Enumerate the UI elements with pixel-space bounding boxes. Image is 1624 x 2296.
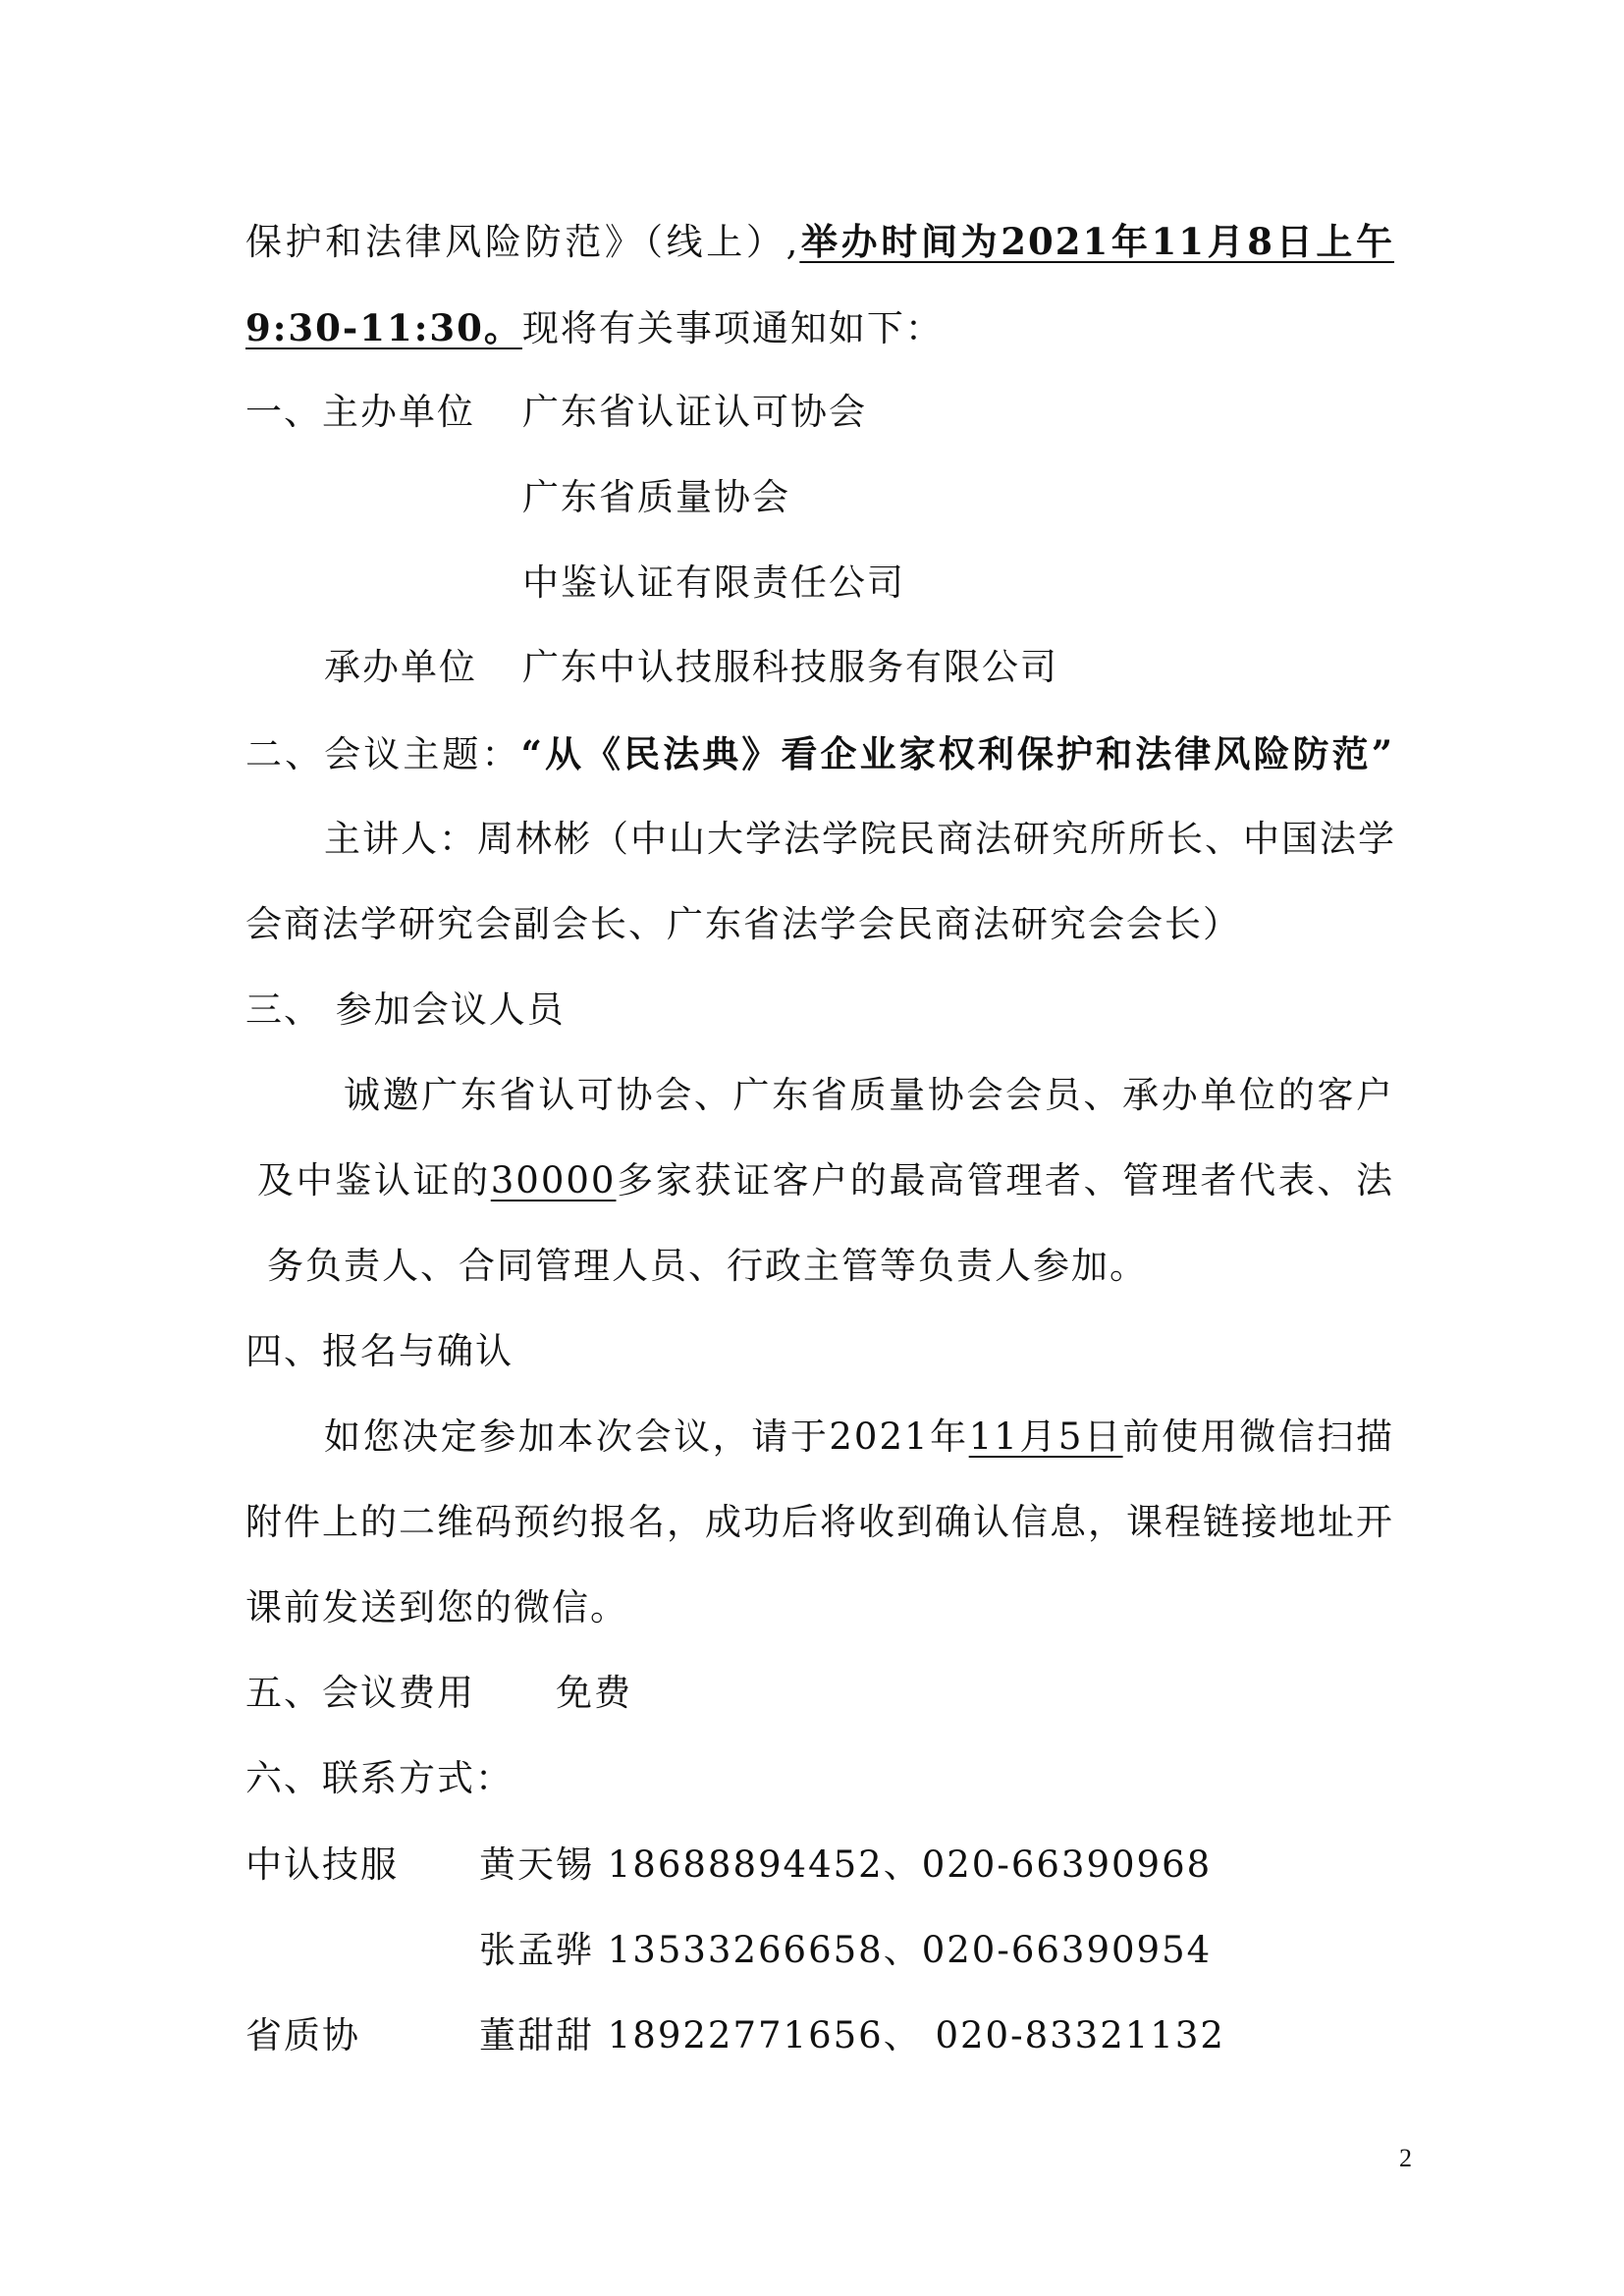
fee-value: 免费 — [556, 1672, 632, 1714]
registration-line-1 — [324, 1406, 1394, 1468]
contact-person: 黄天锡 18688894452、020-66390968 — [479, 1843, 1213, 1886]
organizer-name: 广东省认证认可协会 — [522, 391, 867, 433]
contacts-heading: 六、联系方式： — [245, 1757, 514, 1799]
organizer-name: 中鉴认证有限责任公司 — [522, 561, 905, 604]
registration-line-2: 附件上的二维码预约报名，成功后将收到确认信息，课程链接地址开 — [245, 1501, 1394, 1543]
registration-text: 如您决定参加本次会议，请于2021年 — [324, 1415, 969, 1458]
client-count: 30000 — [490, 1159, 617, 1201]
intro-line-2 — [245, 296, 1394, 359]
attendees-text: 多家获证客户的最高管理者、管理者代表、法 — [616, 1159, 1395, 1201]
registration-line-3: 课前发送到您的微信。 — [245, 1586, 628, 1629]
attendees-line-1: 诚邀广东省认可协会、广东省质量协会会员、承办单位的客户 — [344, 1074, 1394, 1116]
contact-org: 中认技服 — [245, 1843, 399, 1886]
intro-line-1 — [245, 210, 1394, 273]
speaker-line-2: 会商法学研究会副会长、广东省法学会民商法研究会会长） — [245, 903, 1241, 945]
intro-notice-text: 现将有关事项通知如下： — [521, 307, 944, 349]
theme-label: 二、会议主题： — [245, 733, 521, 775]
attendees-line-2 — [257, 1149, 1394, 1212]
contact-person: 张孟骅 13533266658、020-66390954 — [479, 1929, 1213, 1971]
event-time-range: 9:30-11:30。 — [245, 306, 522, 349]
theme-line — [245, 722, 1394, 785]
attendees-line-3: 务负责人、合同管理人员、行政主管等负责人参加。 — [267, 1245, 1148, 1287]
theme-title: “从《民法典》看企业家权利保护和法律风险防范” — [520, 732, 1394, 775]
intro-text: 保护和法律风险防范》（线上）, — [245, 221, 800, 263]
organizer-name: 广东省质量协会 — [522, 476, 790, 518]
page-number: 2 — [1399, 2144, 1412, 2172]
contact-person: 董甜甜 18922771656、 020-83321132 — [479, 2014, 1225, 2056]
registration-heading: 四、报名与确认 — [245, 1330, 514, 1372]
event-time-emphasis: 举办时间为2021年11月8日上午 — [799, 220, 1394, 263]
registration-deadline: 11月5日 — [968, 1415, 1123, 1458]
speaker-line-1: 主讲人：周林彬（中山大学法学院民商法研究所所长、中国法学 — [324, 818, 1396, 860]
registration-text: 前使用微信扫描 — [1122, 1415, 1395, 1458]
attendees-heading: 三、 参加会议人员 — [245, 988, 566, 1031]
fee-label: 五、会议费用 — [245, 1672, 475, 1714]
host-name: 广东中认技服科技服务有限公司 — [522, 646, 1058, 688]
contact-org: 省质协 — [245, 2014, 360, 2056]
attendees-text: 及中鉴认证的 — [257, 1159, 491, 1201]
organizers-heading: 一、主办单位 — [245, 391, 475, 433]
host-line — [324, 636, 1306, 699]
organizers-line-1 — [245, 381, 1394, 444]
host-label: 承办单位 — [324, 646, 477, 688]
contact-line-1 — [245, 1834, 1394, 1896]
fee-line — [245, 1662, 1394, 1725]
contact-line-3 — [245, 2004, 1394, 2067]
